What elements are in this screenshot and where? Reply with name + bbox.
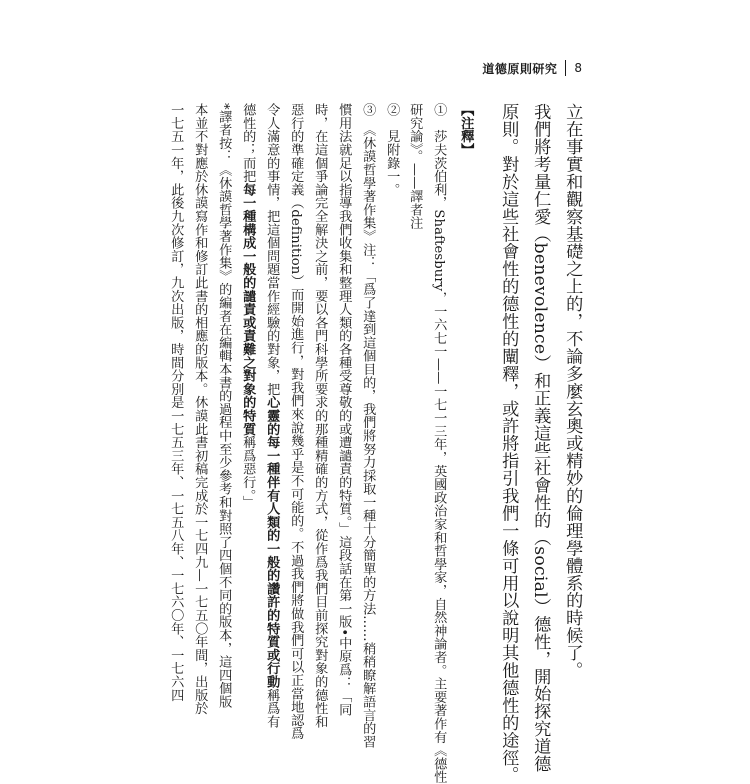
note-3-text: 令人滿意的事情，把這個問題當作經驗的對象，把 [264,103,280,396]
running-title: 道德原則研究 [482,61,558,76]
main-text-line: 立在事實和觀察基礎之上的，不論多麼玄奧或精妙的倫理學體系的時候了。 [562,103,583,679]
main-text-line: 原則。對於這些社會性的德性的闡釋，或許將指引我們一條可用以說明其他德性的途徑。 [498,103,519,784]
note-3-line [265,103,278,728]
translator-note-line: 本並不對應於休謨寫作和修訂此書的相應的版本。休謨此書初稿完成於一七四九—一七五〇年間，出版於 [192,103,208,715]
note-3-line [241,103,254,509]
note-2: ② 見附錄一。 [384,103,400,197]
note-3-text: 德性的；而把 [240,103,256,183]
note-3-line: 慣用法就足以指導我們收集和整理人類的各種受尊敬的或遭譴責的特質。」這段話在第一版•中原爲：「同 [336,103,352,717]
notes-heading: 【注釋】 [458,103,474,157]
note-3-text: 稱爲惡行。」 [240,435,256,509]
page-number: 8 [574,61,582,75]
note-1-line: 研究論》。——譯者注 [407,103,423,230]
note-3-text: 稱爲有 [264,688,280,729]
translator-note-line: 一七五一年，此後九次修訂，九次出版，時間分別是一七五三年、一七五八年、一七六〇年、一七六四 [168,103,184,702]
note-3-line: 惡行的準確定義（definition）而開始進行，對我們來說幾乎是不可能的。不過我們將做我們可以正當地認爲 [288,103,304,740]
header-divider [565,60,566,76]
translator-note-line: *譯者按：《休謨哲學著作集》的編者在編輯本書的過程中至少參考和對照了四個不同的版本，這四個版 [216,103,232,709]
note-3-line: ③ 《休謨哲學著作集》注：「爲了達到這個目的，我們將努力採取一種十分簡單的方法……稍稍瞭解語言的習 [360,103,376,749]
note-3-emphasis: 心靈的每一種伴有人類的一般的讚許的特質或行動 [264,395,280,689]
note-1-line: ① 莎夫茨伯利，Shaftesbury，一六七一——一七一三年，英國政治家和哲學家，自然神論者。主要著作有《德性 [431,103,447,784]
running-header [482,59,582,77]
main-text-line: 我們將考量仁愛（benevolence）和正義這些社會性的（social）德性，開始探究道德 [530,103,551,773]
note-3-line: 時，在這個爭論完全解決之前，要以各門科學所要求的那種精確的方式，從作爲我們目前探究對象的德性和 [312,103,328,729]
note-3-emphasis: 每一種構成一般的譴責或責難之對象的特質 [240,182,256,436]
